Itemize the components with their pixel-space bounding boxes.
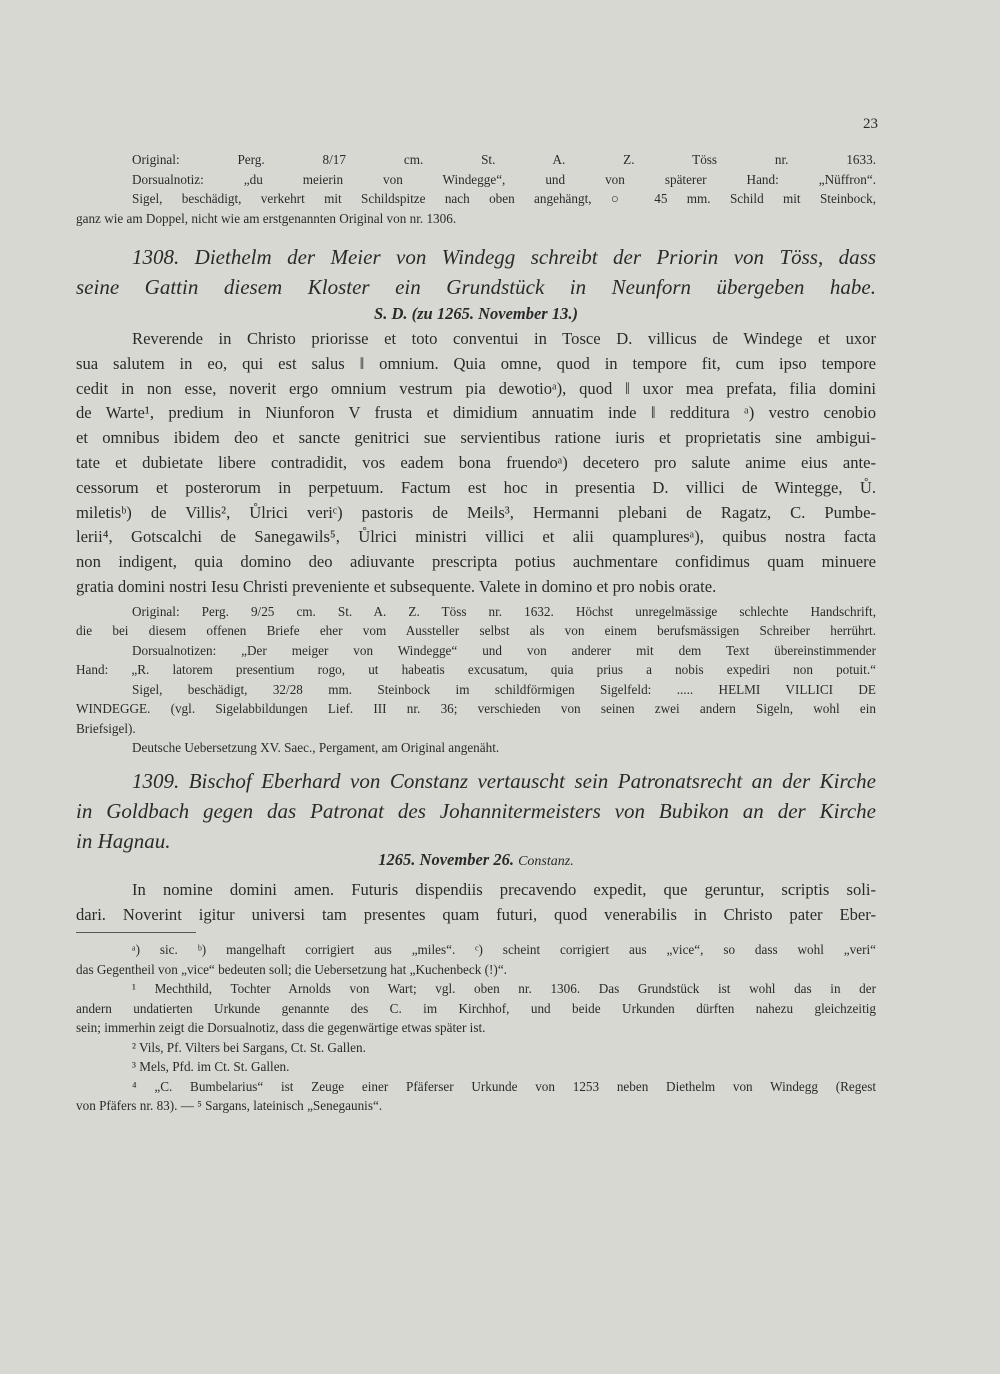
note-line: Dorsualnotizen: „Der meiger von Windegge“ und von anderer mit dem Text übereinstimmender [132, 642, 876, 658]
doc-body [76, 327, 876, 600]
note-line: ganz wie am Doppel, nicht wie am erstgenannten Original von nr. 1306. [76, 210, 457, 226]
body-line: de Warte¹, predium in Niunforon V frusta et dimidium annuatim inde ‖ redditura ᵃ) vestro cenobio [76, 403, 876, 423]
doc-body [76, 878, 876, 928]
footnote-line: ² Vils, Pf. Vilters bei Sargans, Ct. St. Gallen. [132, 1039, 366, 1055]
body-line: lerii⁴, Gotscalchi de Sanegawils⁵, Ůlrici ministri villici et alii quampluresᵃ), quibus nostra facta [76, 527, 876, 547]
note-line: Briefsigel). [76, 720, 136, 736]
body-line: dari. Noverint igitur universi tam presentes quam futuri, quod venerabilis in Christo pater Eber- [76, 904, 876, 924]
note-line: die bei diesem offenen Briefe eher vom Aussteller selbst als von einem berufsmässigen Schreiber herrührt. [76, 623, 876, 639]
body-line: et omnibus ibidem deo et sancte genitrici sue servientibus ratione iuris et proprietatis sine ambigui- [76, 428, 876, 448]
body-line: cedit in non esse, noverit ergo omnium vestrum pia dewotioᵃ), quod ‖ uxor mea prefata, filia domini [76, 378, 876, 398]
note-line: Hand: „R. latorem presentium rogo, ut habeatis excusatum, quia prius a nobis expediri non potuit.“ [76, 662, 876, 678]
footnote-line: ᵃ) sic. ᵇ) mangelhaft corrigiert aus „miles“. ᶜ) scheint corrigiert aus „vice“, so dass wohl „veri“ [132, 942, 876, 957]
footnote-divider [76, 932, 196, 933]
doc-title: in Hagnau. [76, 829, 171, 853]
body-line: Reverende in Christo priorisse et toto conventui in Tosce D. villicus de Windege et uxor [132, 329, 876, 348]
doc-title: 1308. Diethelm der Meier von Windegg schreibt der Priorin von Töss, dass [132, 245, 876, 269]
body-line: non indigent, quia domino deo adiuvante prescripta potius auchmentare confidimus quam minuere [76, 552, 876, 572]
note-line: Deutsche Uebersetzung XV. Saec., Pergament, am Original angenäht. [132, 740, 500, 756]
doc-date: S. D. (zu 1265. November 13.) [374, 304, 578, 323]
footnote-line: das Gegentheil von „vice“ bedeuten soll; die Uebersetzung hat „Kuchenbeck (!)“. [76, 961, 507, 977]
footnotes [76, 940, 876, 1116]
footnote-line: ³ Mels, Pfd. im Ct. St. Gallen. [132, 1059, 290, 1074]
footnote-line: ¹ Mechthild, Tochter Arnolds von Wart; vgl. oben nr. 1306. Das Grundstück ist wohl das in der [132, 981, 876, 996]
previous-document-notes [76, 150, 876, 228]
doc-date-value: 1265. November 26. [378, 850, 514, 869]
doc-title: in Goldbach gegen das Patronat des Johannitermeisters von Bubikon an der Kirche [76, 799, 876, 823]
doc-title: 1309. Bischof Eberhard von Constanz vertauscht sein Patronatsrecht an der Kirche [132, 769, 876, 793]
footnote-line: andern undatierten Urkunde genannte des C. im Kirchhof, und beide Urkunden dürften nahezu gleichzeitig [76, 1000, 876, 1016]
note-line: Sigel, beschädigt, 32/28 mm. Steinbock im schildförmigen Sigelfeld: ..... HELMI VILLICI DE [132, 681, 876, 697]
body-line: gratia domini nostri Iesu Christi preveniente et subsequente. Valete in domino et pro nobis orate. [76, 576, 717, 596]
body-line: cessorum et posterorum in perpetuum. Factum est hoc in presentia D. villici de Wintegge, Ů. [76, 477, 876, 497]
doc-notes [76, 602, 876, 758]
footnote-line: sein; immerhin zeigt die Dorsualnotiz, dass die gegenwärtige etwas später ist. [76, 1020, 486, 1035]
body-line: In nomine domini amen. Futuris dispendiis precavendo expedit, que geruntur, scriptis soli- [132, 880, 876, 899]
doc-date [76, 850, 876, 870]
footnote-line: ⁴ „C. Bumbelarius“ ist Zeuge einer Pfäferser Urkunde von 1253 neben Diethelm von Windegg (Regest [132, 1078, 876, 1094]
document-1308 [76, 242, 876, 758]
body-line: tate et dubietate libere contradidit, vos eadem bona fruendoᵃ) decetero pro salute anime eius ante- [76, 452, 876, 472]
body-line: miletisᵇ) de Villis², Ůlrici veriᶜ) pastoris de Meils³, Hermanni plebani de Ragatz, C. Pumbe- [76, 502, 876, 522]
body-line: sua salutem in eo, qui est salus ‖ omnium. Quia omne, quod in tempore fit, cum ipso tempore [76, 353, 876, 373]
note-line: Dorsualnotiz: „du meierin von Windegge“, und von späterer Hand: „Nüffron“. [132, 171, 876, 187]
doc-title: seine Gattin diesem Kloster ein Grundstück in Neunforn übergeben habe. [76, 275, 876, 299]
footnote-line: von Pfäfers nr. 83). — ⁵ Sargans, lateinisch „Senegaunis“. [76, 1098, 383, 1113]
note-line: WINDEGGE. (vgl. Sigelabbildungen Lief. III nr. 36; verschieden von seinen zwei andern Sigeln, wohl ein [76, 701, 876, 717]
note-line: Original: Perg. 8/17 cm. St. A. Z. Töss nr. 1633. [132, 152, 876, 167]
document-1309 [76, 766, 876, 928]
doc-place: Constanz. [518, 854, 574, 869]
note-line: Sigel, beschädigt, verkehrt mit Schildspitze nach oben angehängt, ○ 45 mm. Schild mit Steinbock, [132, 191, 876, 206]
page-number: 23 [863, 116, 878, 132]
note-line: Original: Perg. 9/25 cm. St. A. Z. Töss nr. 1632. Höchst unregelmässige schlechte Handschrift, [132, 603, 876, 619]
